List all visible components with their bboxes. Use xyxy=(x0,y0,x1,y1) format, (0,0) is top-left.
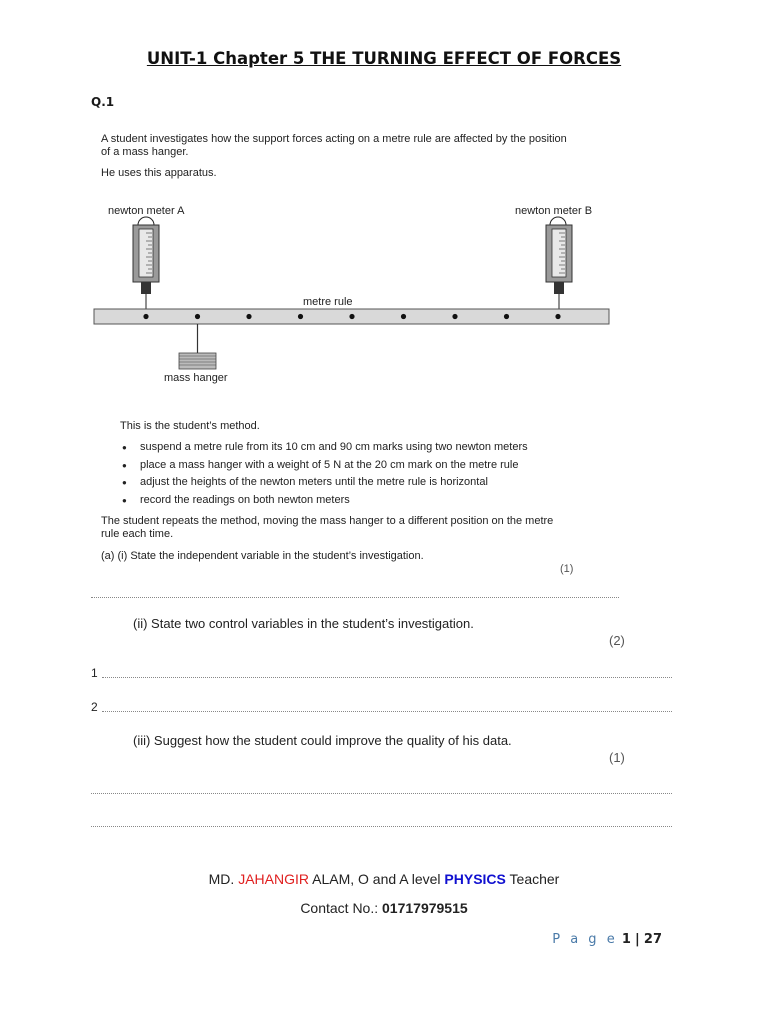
credit-name-highlight: JAHANGIR xyxy=(238,871,309,887)
contact-number: 01717979515 xyxy=(382,900,468,916)
question-a-ii: (ii) State two control variables in the student’s investigation. xyxy=(133,616,474,631)
page-current: 1 xyxy=(621,932,631,947)
mass-hanger-label: mass hanger xyxy=(164,372,228,384)
method-step: ● suspend a metre rule from its 10 cm and 90 cm marks using two newton meters xyxy=(120,441,528,459)
contact-label: Contact No.: xyxy=(300,900,383,916)
page-title: UNIT-1 Chapter 5 THE TURNING EFFECT OF FORCES xyxy=(146,49,622,68)
method-intro: This is the student’s method. xyxy=(120,420,260,432)
credit-subject-highlight: PHYSICS xyxy=(444,871,506,887)
method-step: ● place a mass hanger with a weight of 5 N at the 20 cm mark on the metre rule xyxy=(120,459,528,477)
teacher-credit xyxy=(0,871,768,887)
page-label: P a g e xyxy=(552,932,618,947)
question-intro: A student investigates how the support forces acting on a metre rule are affected by the position of a mass hanger. xyxy=(101,133,567,158)
newton-meter-a-label: newton meter A xyxy=(108,205,185,217)
contact-info xyxy=(0,900,768,916)
answer-line-a-ii-2[interactable] xyxy=(102,711,672,712)
page-total: 27 xyxy=(643,932,662,947)
newton-meter-b-label: newton meter B xyxy=(515,205,593,217)
apparatus-diagram xyxy=(88,195,618,390)
newton-meter-b xyxy=(515,205,592,310)
method-step: ● record the readings on both newton meters xyxy=(120,494,528,512)
marks-a-iii: (1) xyxy=(609,750,625,765)
marks-a-ii: (2) xyxy=(609,633,625,648)
method-step: ● adjust the heights of the newton meters until the metre rule is horizontal xyxy=(120,476,528,494)
question-a-i: (a) (i) State the independent variable in the student’s investigation. xyxy=(101,550,424,562)
answer-line-number-1: 1 xyxy=(91,666,98,680)
page-number xyxy=(552,932,662,947)
answer-line-a-i[interactable] xyxy=(91,597,619,598)
page-separator: | xyxy=(635,932,640,947)
mass-hanger xyxy=(164,324,228,384)
method-steps xyxy=(120,441,528,511)
answer-line-a-ii-1[interactable] xyxy=(102,677,672,678)
answer-line-a-iii-2[interactable] xyxy=(91,826,672,827)
question-a-iii: (iii) Suggest how the student could improve the quality of his data. xyxy=(133,733,512,748)
metre-rule-label: metre rule xyxy=(303,296,353,308)
credit-middle: ALAM, O and A level xyxy=(309,871,445,887)
repeat-text: The student repeats the method, moving the mass hanger to a different position on the metre rule each time. xyxy=(101,515,554,540)
apparatus-intro: He uses this apparatus. xyxy=(101,167,217,179)
answer-line-number-2: 2 xyxy=(91,700,98,714)
answer-line-a-iii-1[interactable] xyxy=(91,793,672,794)
credit-prefix: MD. xyxy=(208,871,239,887)
newton-meter-a xyxy=(108,205,185,310)
marks-a-i: (1) xyxy=(560,563,574,575)
credit-suffix: Teacher xyxy=(505,871,560,887)
question-number: Q.1 xyxy=(91,95,115,109)
